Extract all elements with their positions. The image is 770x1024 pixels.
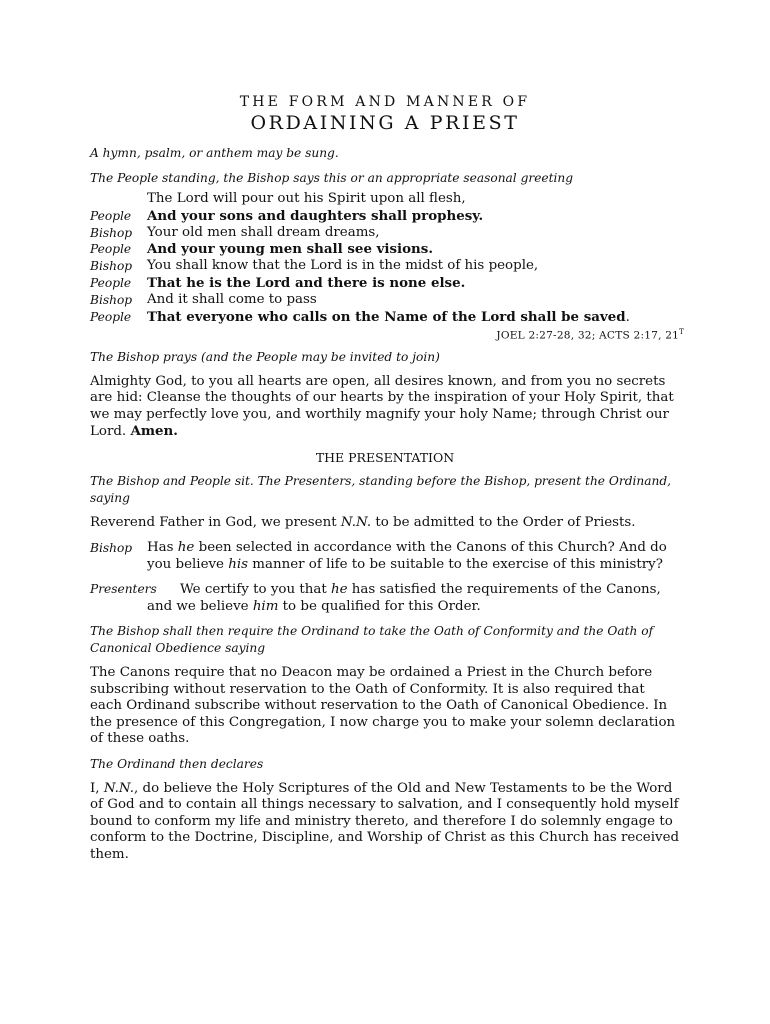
ordinand-name-placeholder: N.N. — [103, 780, 135, 796]
speaker-label: Bishop — [90, 225, 133, 240]
rubric-greeting: The People standing, the Bishop says this or an appropriate seasonal greeting — [90, 171, 574, 185]
declaration-part: I, — [90, 780, 104, 796]
versicle-row — [90, 208, 680, 225]
pronoun: he — [177, 540, 195, 556]
citation-suffix: T — [679, 328, 684, 337]
versicle-row — [90, 225, 680, 242]
question-text — [147, 539, 680, 573]
versicle-row — [90, 292, 680, 309]
amen: Amen. — [130, 423, 178, 440]
versicle-row — [90, 258, 680, 275]
versicle-text: You shall know that the Lord is in the midst of his people, — [147, 258, 539, 274]
response-text-wrap — [147, 309, 680, 327]
rubric-hymn: A hymn, psalm, or anthem may be sung. — [90, 146, 339, 160]
versicle-row — [90, 309, 680, 327]
response-text: And your sons and daughters shall prophesy. — [147, 207, 484, 224]
rubric-presentation: The Bishop and People sit. The Presenters, standing before the Bishop, present the Ordinand, saying — [90, 473, 672, 505]
versicle-text: Your old men shall dream dreams, — [147, 224, 380, 240]
presenters-answer — [90, 581, 680, 615]
collect-text: Almighty God, to you all hearts are open, all desires known, and from you no secrets are hid: Cleanse the thoughts of our hearts by the inspiration of your Holy Spirit, that we may perfectly love you, and worthily magnify your holy Name; through Christ our Lord. — [90, 373, 674, 440]
speaker-label — [90, 191, 147, 208]
versicle-text: And it shall come to pass — [147, 291, 317, 307]
collect-for-purity — [90, 374, 680, 441]
speaker-label: People — [90, 275, 132, 290]
response-trail: . — [625, 309, 630, 325]
response-text: And your young men shall see visions. — [147, 241, 433, 258]
canons-charge: The Canons require that no Deacon may be ordained a Priest in the Church before subscribing without reservation to the Oath of Conformity. It is also required that each Ordinand subscribe without reservation to the Oath of Canonical Obedience. In the presence of this Congregation, I now charge you to make your solemn declaration of these oaths. — [90, 665, 676, 747]
answer-part: We certify to you that — [180, 582, 331, 598]
bishop-question — [90, 539, 680, 573]
rubric-prayer: The Bishop prays (and the People may be invited to join) — [90, 349, 440, 364]
page-title: ORDAINING A PRIEST — [250, 112, 520, 134]
speaker-label: People — [90, 242, 132, 257]
versicles — [90, 191, 680, 326]
scripture-citation — [90, 326, 684, 343]
response-text: That everyone who calls on the Name of the Lord shall be saved — [147, 308, 626, 325]
section-heading: THE PRESENTATION — [315, 449, 455, 465]
versicle-row — [90, 191, 680, 208]
pronoun: his — [228, 557, 249, 573]
answer-part: has satisfied the requirements of the Canons, and we believe — [147, 582, 661, 615]
question-part: manner of life to be suitable to the exercise of this ministry? — [248, 557, 663, 573]
question-part: been selected in accordance with the Canons of this Church? And do you believe — [147, 540, 667, 573]
speaker-label: Bishop — [90, 292, 133, 307]
title-line-1: THE FORM AND MANNER OF — [239, 94, 531, 110]
response-text: That he is the Lord and there is none else. — [147, 274, 466, 291]
question-part: Has — [147, 540, 178, 556]
versicle-row — [90, 241, 680, 258]
declaration-part: , do believe the Holy Scriptures of the Old and New Testaments to be the Word of God and to contain all things necessary to salvation, and I consequently hold myself bound to conform my life and ministry thereto, and therefore I do solemnly engage to conform to the Doctrine, Discipline, and Worship of Christ as this Church has received them. — [90, 780, 680, 862]
rubric-declares: The Ordinand then declares — [90, 756, 264, 771]
ordinand-name-placeholder: N.N. — [340, 514, 372, 530]
speaker-label: People — [90, 309, 132, 324]
pronoun: he — [330, 582, 348, 598]
answer-part: to be qualified for this Order. — [278, 599, 481, 615]
document-page — [90, 93, 684, 871]
presentation-part: to be admitted to the Order of Priests. — [371, 514, 636, 530]
ordinand-declaration — [90, 781, 680, 864]
pronoun: him — [252, 599, 279, 615]
speaker-label: People — [90, 208, 132, 223]
speaker-label: Bishop — [90, 541, 133, 556]
presentation-part: Reverend Father in God, we present — [90, 514, 341, 530]
rubric-oath: The Bishop shall then require the Ordinand to take the Oath of Conformity and the Oath of Canonical Obedience saying — [90, 624, 654, 656]
citation-text: JOEL 2:27-28, 32; ACTS 2:17, 21 — [496, 329, 680, 342]
versicle-text: The Lord will pour out his Spirit upon all flesh, — [147, 191, 466, 206]
speaker-label: Presenters — [90, 582, 157, 597]
speaker-label: Bishop — [90, 259, 133, 274]
presentation-text — [90, 515, 680, 532]
versicle-row — [90, 275, 680, 292]
